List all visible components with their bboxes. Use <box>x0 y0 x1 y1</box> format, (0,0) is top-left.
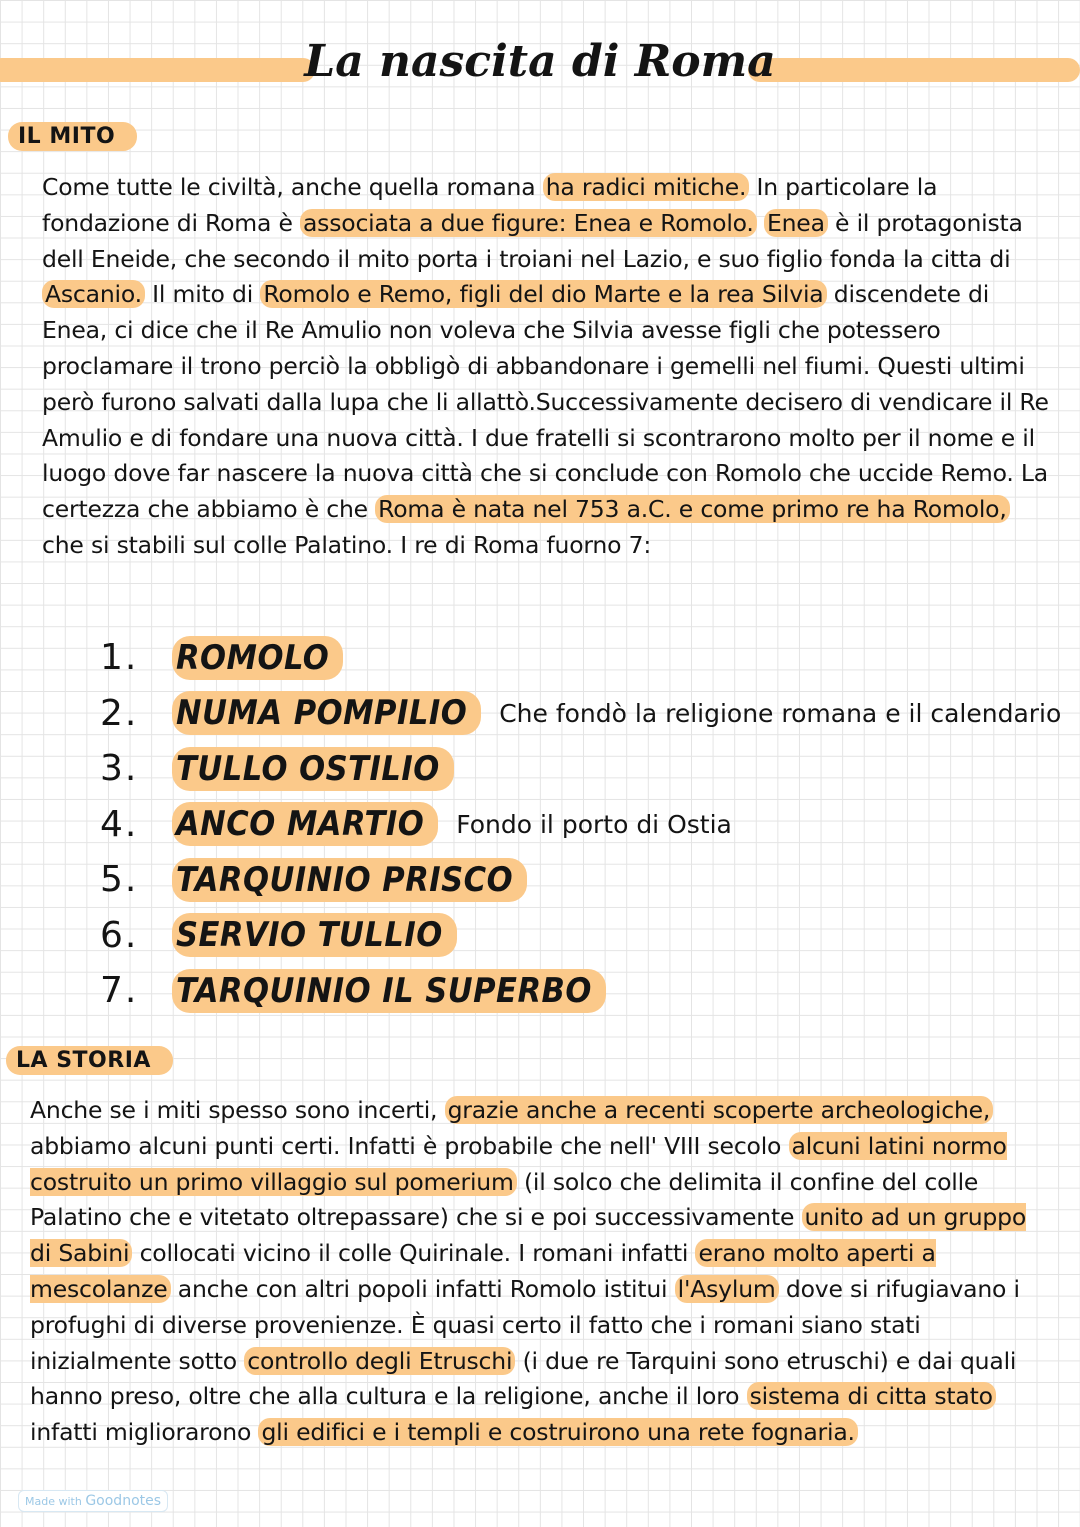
king-name: NUMA POMPILIO <box>172 691 481 735</box>
highlighted-text: Roma è nata nel 753 a.C. e come primo re ha Romolo, <box>375 495 1009 523</box>
king-item <box>100 686 1061 742</box>
text-run: è il protagonista dell Eneide, che secondo il mito porta i troiani nel Lazio, e suo figlio fonda la citta di <box>42 208 1023 273</box>
king-name: TARQUINIO IL SUPERBO <box>172 969 606 1013</box>
section-label-storia: LA STORIA <box>6 1046 173 1075</box>
king-note: Che fondò la religione romana e il calendario <box>499 698 1062 728</box>
king-number: 3. <box>100 748 139 790</box>
highlighted-text: erano molto aperti a mescolanze <box>30 1239 936 1303</box>
highlighted-text: l'Asylum <box>675 1275 779 1303</box>
highlighted-text: sistema di citta stato <box>747 1382 996 1410</box>
storia-paragraph <box>30 1093 1045 1451</box>
text-run: discendete di Enea, ci dice che il Re Amulio non voleva che Silvia avesse figli che potessero proclamare il trono perciò la obbligò di abbandonare i gemelli nel fiumi. Questi ultimi però furono salvati dalla lupa che li allattò.Successivamente decisero di vendicare il Re Amulio e di fondare una nuova città. I due fratelli si scontrarono molto per il nome e il luogo dove far nascere la nuova città che si conclude con Romolo che uccide Remo. La certezza che abbiamo è che <box>42 280 1049 524</box>
text-run: abbiamo alcuni punti certi. Infatti è probabile che nell' VIII secolo <box>30 1131 789 1160</box>
highlighted-text: unito ad un gruppo di Sabini <box>30 1203 1027 1268</box>
king-number: 1. <box>100 637 139 679</box>
king-number: 5. <box>100 859 139 901</box>
king-number: 2. <box>100 692 139 734</box>
page-title: La nascita di Roma <box>304 36 776 87</box>
king-name: ANCO MARTIO <box>172 802 438 846</box>
king-item <box>100 852 1061 908</box>
king-name: TULLO OSTILIO <box>172 747 454 791</box>
king-item <box>100 630 1061 686</box>
text-run: collocati vicino il colle Quirinale. I romani infatti <box>132 1239 696 1268</box>
text-run: Anche se i miti spesso sono incerti, <box>30 1096 445 1124</box>
highlighted-text: Enea <box>764 209 828 237</box>
text-run: che si stabili sul colle Palatino. I re di Roma fuorno 7: <box>42 530 652 559</box>
king-item <box>100 908 1061 964</box>
section-label-mito: IL MITO <box>8 122 137 151</box>
king-name: SERVIO TULLIO <box>172 913 457 957</box>
king-item <box>100 963 1061 1019</box>
text-run: (il solco che delimita il confine del colle Palatino che e vitetato oltrepassare) che si e poi successivamente <box>30 1167 979 1232</box>
king-item <box>100 797 1061 853</box>
text-run: Il mito di <box>144 280 261 309</box>
king-item <box>100 741 1061 797</box>
text-run: dove si rifugiavano i profughi di diverse provenienze. È quasi certo il fatto che i romani siano stati inizialmente sotto <box>30 1274 1020 1375</box>
king-name: TARQUINIO PRISCO <box>172 858 527 902</box>
goodnotes-watermark <box>18 1490 168 1512</box>
highlighted-text: alcuni latini normo costruito un primo villaggio sul pomerium <box>30 1131 1007 1196</box>
kings-list <box>100 630 1061 1019</box>
highlighted-text: grazie anche a recenti scoperte archeologiche, <box>445 1096 994 1124</box>
text-run: anche con altri popoli infatti Romolo istitui <box>170 1274 675 1303</box>
king-number: 4. <box>100 803 139 845</box>
text-run: In particolare la fondazione di Roma è <box>42 173 938 237</box>
mito-paragraph <box>42 170 1052 564</box>
watermark-brand: Goodnotes <box>85 1493 162 1509</box>
highlighted-text: controllo degli Etruschi <box>244 1347 515 1375</box>
king-number: 7. <box>100 970 139 1012</box>
highlighted-text: ha radici mitiche. <box>543 173 750 201</box>
text-run: (i due re Tarquini sono etruschi) e dai quali hanno preso, oltre che alla cultura e la religione, anche il loro <box>30 1346 1017 1411</box>
highlighted-text: Romolo e Remo, figli del dio Marte e la rea Silvia <box>260 280 826 308</box>
text-run <box>757 209 764 237</box>
text-run: Come tutte le civiltà, anche quella romana <box>42 173 543 201</box>
text-run: infatti migliorarono <box>30 1418 259 1447</box>
watermark-prefix: Made with <box>25 1495 82 1508</box>
highlighted-text: Ascanio. <box>42 280 145 308</box>
highlighted-text: gli edifici e i templi e costruirono una rete fognaria. <box>258 1418 857 1446</box>
highlighted-text: associata a due figure: Enea e Romolo. <box>300 209 757 237</box>
king-name: ROMOLO <box>172 636 343 680</box>
king-note: Fondo il porto di Ostia <box>456 809 732 839</box>
king-number: 6. <box>100 914 139 956</box>
